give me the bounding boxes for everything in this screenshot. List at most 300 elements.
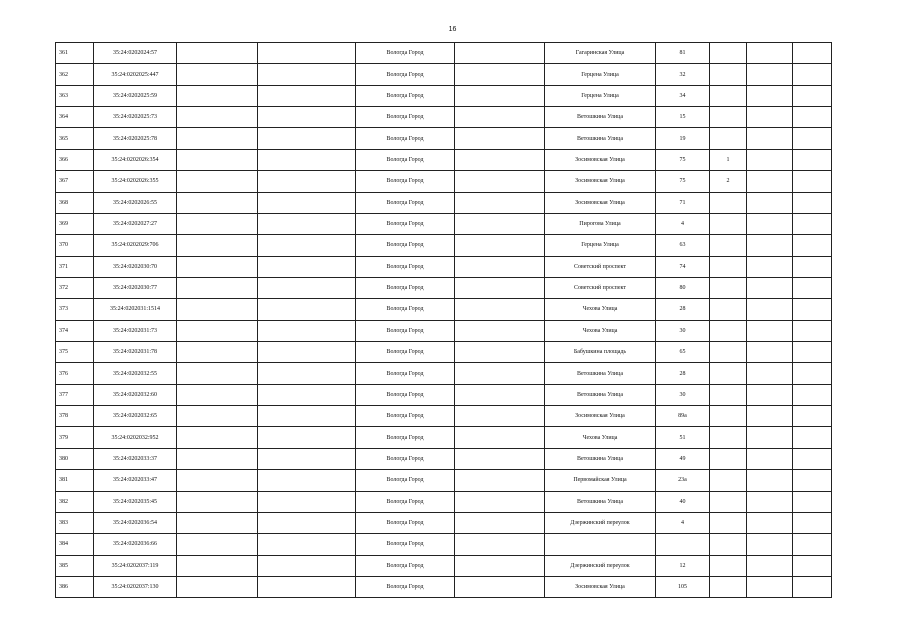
- cell-empty: [747, 427, 793, 448]
- cell-street: Ветошкина Улица: [545, 363, 656, 384]
- cell-apartment: [710, 213, 747, 234]
- cell-city: Вологда Город: [356, 235, 455, 256]
- cell-street: [545, 534, 656, 555]
- cell-house: 80: [656, 277, 710, 298]
- cell-empty: [747, 43, 793, 64]
- cell-empty: [747, 576, 793, 597]
- cell-house: 30: [656, 384, 710, 405]
- cell-empty: [455, 299, 545, 320]
- cell-house: 75: [656, 171, 710, 192]
- cell-empty: [455, 512, 545, 533]
- cell-empty: [258, 299, 356, 320]
- cell-empty: [177, 470, 258, 491]
- cell-empty: [177, 491, 258, 512]
- cell-number: 369: [56, 213, 94, 234]
- cell-empty: [258, 149, 356, 170]
- cell-empty: [747, 555, 793, 576]
- cell-empty: [258, 448, 356, 469]
- cell-empty: [177, 555, 258, 576]
- cell-empty: [177, 406, 258, 427]
- cell-empty: [258, 555, 356, 576]
- cell-street: Первомайская Улица: [545, 470, 656, 491]
- table-row: [56, 192, 832, 213]
- table-row: [56, 555, 832, 576]
- cell-empty: [455, 470, 545, 491]
- cell-empty: [455, 128, 545, 149]
- cell-apartment: [710, 384, 747, 405]
- cell-city: Вологда Город: [356, 491, 455, 512]
- cell-empty: [747, 128, 793, 149]
- cell-empty: [455, 43, 545, 64]
- table-row: [56, 85, 832, 106]
- cell-street: Зосимовская Улица: [545, 576, 656, 597]
- cell-street: Герцена Улица: [545, 64, 656, 85]
- cell-empty: [747, 534, 793, 555]
- cell-number: 372: [56, 277, 94, 298]
- cell-empty: [793, 320, 832, 341]
- table-row: [56, 448, 832, 469]
- cell-cadastral-number: 35:24:0202031:73: [94, 320, 177, 341]
- cell-empty: [455, 576, 545, 597]
- cell-empty: [177, 128, 258, 149]
- table-row: [56, 470, 832, 491]
- cell-number: 363: [56, 85, 94, 106]
- cell-house: 28: [656, 363, 710, 384]
- cell-number: 368: [56, 192, 94, 213]
- cell-number: 385: [56, 555, 94, 576]
- table-row: [56, 406, 832, 427]
- cell-empty: [793, 384, 832, 405]
- cell-city: Вологда Город: [356, 149, 455, 170]
- cell-empty: [455, 384, 545, 405]
- cell-empty: [258, 384, 356, 405]
- cell-empty: [793, 277, 832, 298]
- cell-apartment: [710, 406, 747, 427]
- cell-cadastral-number: 35:24:0202031:1514: [94, 299, 177, 320]
- cell-street: Дзержинский переулок: [545, 555, 656, 576]
- cell-empty: [177, 256, 258, 277]
- cell-empty: [793, 149, 832, 170]
- cell-empty: [793, 534, 832, 555]
- cell-cadastral-number: 35:24:0202030:77: [94, 277, 177, 298]
- cell-city: Вологда Город: [356, 213, 455, 234]
- table-row: [56, 512, 832, 533]
- cell-apartment: 2: [710, 171, 747, 192]
- cell-house: 51: [656, 427, 710, 448]
- cell-house: 71: [656, 192, 710, 213]
- cell-cadastral-number: 35:24:0202025:59: [94, 85, 177, 106]
- cell-city: Вологда Город: [356, 128, 455, 149]
- cell-empty: [177, 213, 258, 234]
- table-row: [56, 384, 832, 405]
- cell-number: 361: [56, 43, 94, 64]
- cell-city: Вологда Город: [356, 470, 455, 491]
- cell-street: Зосимовская Улица: [545, 171, 656, 192]
- cell-empty: [793, 171, 832, 192]
- cell-empty: [793, 192, 832, 213]
- cell-empty: [177, 235, 258, 256]
- cell-empty: [258, 576, 356, 597]
- cell-empty: [177, 192, 258, 213]
- cell-empty: [258, 363, 356, 384]
- cell-empty: [455, 363, 545, 384]
- cell-number: 366: [56, 149, 94, 170]
- cell-empty: [793, 299, 832, 320]
- cell-city: Вологда Город: [356, 256, 455, 277]
- cell-cadastral-number: 35:24:0202036:54: [94, 512, 177, 533]
- cell-empty: [793, 128, 832, 149]
- cell-cadastral-number: 35:24:0202032:952: [94, 427, 177, 448]
- cell-cadastral-number: 35:24:0202036:66: [94, 534, 177, 555]
- cell-apartment: [710, 512, 747, 533]
- cell-apartment: [710, 491, 747, 512]
- cell-number: 384: [56, 534, 94, 555]
- cell-empty: [177, 448, 258, 469]
- cell-house: 105: [656, 576, 710, 597]
- cell-empty: [455, 448, 545, 469]
- cell-house: 49: [656, 448, 710, 469]
- cell-empty: [747, 192, 793, 213]
- cell-city: Вологда Город: [356, 107, 455, 128]
- cell-number: 370: [56, 235, 94, 256]
- cell-empty: [793, 427, 832, 448]
- cell-apartment: [710, 277, 747, 298]
- cell-empty: [793, 470, 832, 491]
- cell-street: Зосимовская Улица: [545, 406, 656, 427]
- cell-empty: [177, 384, 258, 405]
- cell-apartment: [710, 299, 747, 320]
- table-row: [56, 256, 832, 277]
- cell-apartment: [710, 363, 747, 384]
- cell-apartment: [710, 427, 747, 448]
- cell-empty: [258, 534, 356, 555]
- cell-street: Ветошкина Улица: [545, 384, 656, 405]
- table-row: [56, 320, 832, 341]
- cell-empty: [747, 448, 793, 469]
- cell-empty: [258, 427, 356, 448]
- cell-house: 30: [656, 320, 710, 341]
- cell-number: 383: [56, 512, 94, 533]
- cell-empty: [747, 320, 793, 341]
- table-row: [56, 213, 832, 234]
- cell-apartment: 1: [710, 149, 747, 170]
- table-row: [56, 363, 832, 384]
- cell-street: Чехова Улица: [545, 299, 656, 320]
- cell-empty: [258, 192, 356, 213]
- cell-empty: [747, 235, 793, 256]
- cell-empty: [455, 256, 545, 277]
- cell-number: 371: [56, 256, 94, 277]
- cell-empty: [258, 128, 356, 149]
- table-row: [56, 342, 832, 363]
- cell-cadastral-number: 35:24:0202035:45: [94, 491, 177, 512]
- cell-house: 74: [656, 256, 710, 277]
- cell-empty: [793, 448, 832, 469]
- cell-city: Вологда Город: [356, 576, 455, 597]
- cell-street: Советский проспект: [545, 256, 656, 277]
- cell-empty: [455, 171, 545, 192]
- cell-city: Вологда Город: [356, 512, 455, 533]
- table-row: [56, 43, 832, 64]
- cell-empty: [258, 512, 356, 533]
- cell-empty: [455, 555, 545, 576]
- cell-street: Герцена Улица: [545, 85, 656, 106]
- cell-empty: [177, 342, 258, 363]
- cell-empty: [455, 64, 545, 85]
- cell-street: Дзержинский переулок: [545, 512, 656, 533]
- cell-number: 362: [56, 64, 94, 85]
- cell-cadastral-number: 35:24:0202032:60: [94, 384, 177, 405]
- cell-house: 75: [656, 149, 710, 170]
- cell-city: Вологда Город: [356, 299, 455, 320]
- table-row: [56, 128, 832, 149]
- cell-empty: [258, 342, 356, 363]
- cell-number: 379: [56, 427, 94, 448]
- cell-cadastral-number: 35:24:0202033:37: [94, 448, 177, 469]
- cell-empty: [455, 107, 545, 128]
- cell-city: Вологда Город: [356, 43, 455, 64]
- cell-number: 367: [56, 171, 94, 192]
- cell-cadastral-number: 35:24:0202037:119: [94, 555, 177, 576]
- cell-empty: [793, 363, 832, 384]
- cell-cadastral-number: 35:24:0202032:65: [94, 406, 177, 427]
- cell-apartment: [710, 534, 747, 555]
- cell-house: 4: [656, 512, 710, 533]
- cell-number: 378: [56, 406, 94, 427]
- cell-empty: [793, 64, 832, 85]
- cell-empty: [747, 149, 793, 170]
- cell-house: 40: [656, 491, 710, 512]
- cell-empty: [747, 299, 793, 320]
- cell-empty: [455, 320, 545, 341]
- cell-empty: [177, 107, 258, 128]
- cell-cadastral-number: 35:24:0202030:70: [94, 256, 177, 277]
- page-number: 16: [448, 26, 457, 33]
- cell-empty: [747, 85, 793, 106]
- cell-city: Вологда Город: [356, 384, 455, 405]
- cell-city: Вологда Город: [356, 427, 455, 448]
- cell-empty: [793, 576, 832, 597]
- cell-cadastral-number: 35:24:0202032:55: [94, 363, 177, 384]
- cell-empty: [177, 85, 258, 106]
- registry-table: [55, 42, 832, 598]
- cell-house: 12: [656, 555, 710, 576]
- cell-house: 15: [656, 107, 710, 128]
- cell-empty: [747, 512, 793, 533]
- cell-empty: [747, 406, 793, 427]
- cell-city: Вологда Город: [356, 171, 455, 192]
- cell-apartment: [710, 256, 747, 277]
- cell-number: 381: [56, 470, 94, 491]
- cell-empty: [747, 213, 793, 234]
- cell-apartment: [710, 320, 747, 341]
- cell-apartment: [710, 448, 747, 469]
- cell-empty: [258, 256, 356, 277]
- table-row: [56, 64, 832, 85]
- cell-apartment: [710, 192, 747, 213]
- cell-city: Вологда Город: [356, 534, 455, 555]
- cell-empty: [455, 277, 545, 298]
- cell-empty: [793, 512, 832, 533]
- cell-empty: [455, 427, 545, 448]
- cell-cadastral-number: 35:24:0202029:706: [94, 235, 177, 256]
- cell-city: Вологда Город: [356, 85, 455, 106]
- cell-empty: [455, 534, 545, 555]
- cell-house: 28: [656, 299, 710, 320]
- cell-empty: [747, 171, 793, 192]
- cell-street: Чехова Улица: [545, 427, 656, 448]
- cell-empty: [747, 363, 793, 384]
- cell-number: 377: [56, 384, 94, 405]
- cell-empty: [455, 491, 545, 512]
- table-row: [56, 299, 832, 320]
- cell-apartment: [710, 128, 747, 149]
- table-row: [56, 534, 832, 555]
- table-row: [56, 149, 832, 170]
- cell-empty: [747, 491, 793, 512]
- cell-apartment: [710, 85, 747, 106]
- cell-empty: [793, 43, 832, 64]
- cell-empty: [455, 213, 545, 234]
- cell-apartment: [710, 342, 747, 363]
- cell-empty: [258, 406, 356, 427]
- cell-empty: [177, 320, 258, 341]
- cell-empty: [793, 235, 832, 256]
- cell-empty: [177, 43, 258, 64]
- cell-empty: [455, 235, 545, 256]
- cell-empty: [747, 277, 793, 298]
- cell-apartment: [710, 64, 747, 85]
- cell-street: Гагаринская Улица: [545, 43, 656, 64]
- cell-city: Вологда Город: [356, 448, 455, 469]
- cell-house: 34: [656, 85, 710, 106]
- cell-cadastral-number: 35:24:0202024:57: [94, 43, 177, 64]
- cell-cadastral-number: 35:24:0202037:130: [94, 576, 177, 597]
- cell-empty: [258, 470, 356, 491]
- cell-cadastral-number: 35:24:0202031:78: [94, 342, 177, 363]
- cell-empty: [177, 512, 258, 533]
- cell-empty: [177, 149, 258, 170]
- cell-apartment: [710, 576, 747, 597]
- cell-empty: [177, 534, 258, 555]
- cell-city: Вологда Город: [356, 342, 455, 363]
- cell-empty: [747, 64, 793, 85]
- cell-cadastral-number: 35:24:0202026:355: [94, 171, 177, 192]
- cell-house: 81: [656, 43, 710, 64]
- cell-empty: [793, 342, 832, 363]
- cell-empty: [747, 384, 793, 405]
- cell-cadastral-number: 35:24:0202025:447: [94, 64, 177, 85]
- cell-street: Зосимовская Улица: [545, 192, 656, 213]
- cell-city: Вологда Город: [356, 320, 455, 341]
- cell-empty: [177, 576, 258, 597]
- cell-cadastral-number: 35:24:0202033:47: [94, 470, 177, 491]
- cell-empty: [747, 107, 793, 128]
- cell-empty: [793, 107, 832, 128]
- cell-empty: [177, 277, 258, 298]
- cell-city: Вологда Город: [356, 277, 455, 298]
- cell-empty: [258, 235, 356, 256]
- cell-cadastral-number: 35:24:0202025:73: [94, 107, 177, 128]
- cell-house: 63: [656, 235, 710, 256]
- cell-city: Вологда Город: [356, 406, 455, 427]
- cell-number: 380: [56, 448, 94, 469]
- cell-empty: [258, 320, 356, 341]
- cell-empty: [793, 491, 832, 512]
- cell-number: 365: [56, 128, 94, 149]
- table-row: [56, 235, 832, 256]
- cell-house: 23а: [656, 470, 710, 491]
- cell-empty: [455, 149, 545, 170]
- cell-empty: [455, 406, 545, 427]
- cell-street: Советский проспект: [545, 277, 656, 298]
- table-row: [56, 107, 832, 128]
- cell-empty: [747, 256, 793, 277]
- cell-empty: [455, 192, 545, 213]
- table-row: [56, 171, 832, 192]
- cell-street: Бабушкина площадь: [545, 342, 656, 363]
- cell-number: 375: [56, 342, 94, 363]
- cell-house: 4: [656, 213, 710, 234]
- cell-empty: [258, 43, 356, 64]
- cell-empty: [258, 171, 356, 192]
- cell-empty: [258, 491, 356, 512]
- cell-empty: [793, 256, 832, 277]
- cell-cadastral-number: 35:24:0202027:27: [94, 213, 177, 234]
- cell-cadastral-number: 35:24:0202026:55: [94, 192, 177, 213]
- cell-empty: [177, 299, 258, 320]
- cell-empty: [258, 107, 356, 128]
- cell-empty: [793, 213, 832, 234]
- cell-number: 373: [56, 299, 94, 320]
- cell-street: Ветошкина Улица: [545, 448, 656, 469]
- cell-cadastral-number: 35:24:0202026:354: [94, 149, 177, 170]
- cell-empty: [793, 555, 832, 576]
- cell-number: 382: [56, 491, 94, 512]
- cell-empty: [455, 85, 545, 106]
- cell-street: Чехова Улица: [545, 320, 656, 341]
- cell-empty: [177, 171, 258, 192]
- table-row: [56, 277, 832, 298]
- cell-empty: [455, 342, 545, 363]
- cell-cadastral-number: 35:24:0202025:78: [94, 128, 177, 149]
- cell-empty: [258, 277, 356, 298]
- cell-number: 386: [56, 576, 94, 597]
- cell-empty: [258, 85, 356, 106]
- cell-apartment: [710, 43, 747, 64]
- cell-empty: [258, 64, 356, 85]
- table-row: [56, 491, 832, 512]
- cell-street: Ветошкина Улица: [545, 491, 656, 512]
- cell-street: Ветошкина Улица: [545, 128, 656, 149]
- cell-city: Вологда Город: [356, 64, 455, 85]
- cell-street: Зосимовская Улица: [545, 149, 656, 170]
- cell-street: Пирогова Улица: [545, 213, 656, 234]
- cell-apartment: [710, 555, 747, 576]
- cell-empty: [793, 85, 832, 106]
- cell-street: Герцена Улица: [545, 235, 656, 256]
- cell-empty: [177, 64, 258, 85]
- cell-street: Ветошкина Улица: [545, 107, 656, 128]
- cell-number: 376: [56, 363, 94, 384]
- cell-house: 65: [656, 342, 710, 363]
- cell-house: 19: [656, 128, 710, 149]
- cell-city: Вологда Город: [356, 555, 455, 576]
- table-row: [56, 576, 832, 597]
- cell-house: 32: [656, 64, 710, 85]
- cell-city: Вологда Город: [356, 363, 455, 384]
- cell-apartment: [710, 107, 747, 128]
